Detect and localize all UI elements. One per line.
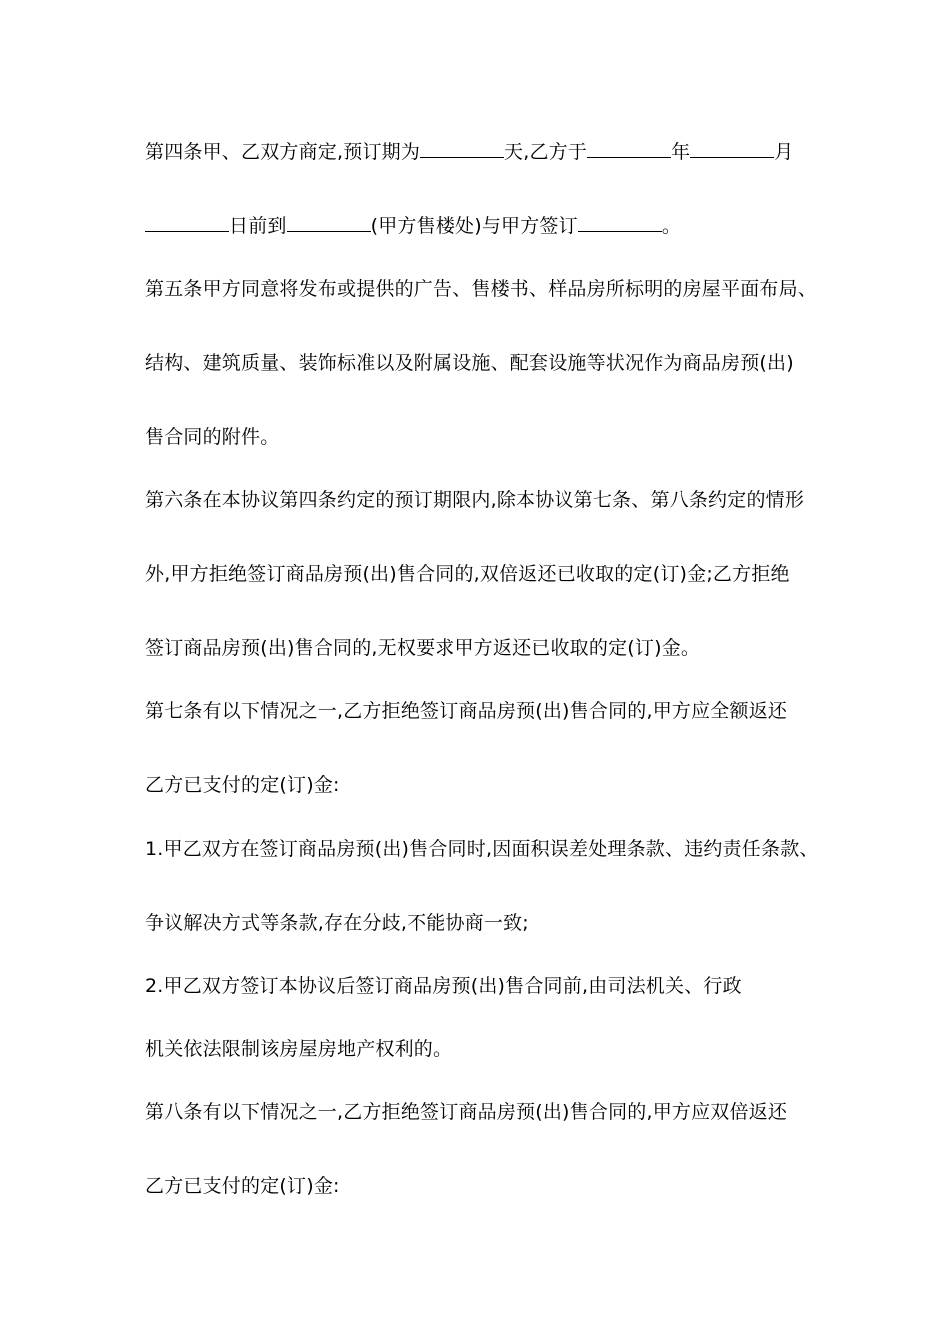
article-7-line-2: 乙方已支付的定(订)金: [145, 774, 340, 796]
article-5-line-1: 第五条甲方同意将发布或提供的广告、售楼书、样品房所标明的房屋平面布局、 [145, 278, 818, 300]
article-4-text: 第四条甲、乙双方商定,预订期为 [145, 141, 421, 163]
article-8-line-2: 乙方已支付的定(订)金: [145, 1175, 340, 1197]
article-7-line-1: 第七条有以下情况之一,乙方拒绝签订商品房预(出)售合同的,甲方应全额返还 [145, 700, 788, 722]
article-7-item-1-line-1: 1.甲乙双方在签订商品房预(出)售合同时,因面积误差处理条款、违约责任条款、 [145, 838, 819, 860]
article-7-item-2-line-1: 2.甲乙双方签订本协议后签订商品房预(出)售合同前,由司法机关、行政 [145, 975, 742, 997]
article-4-text: 天,乙方于 [504, 141, 588, 163]
blank-day [145, 213, 229, 232]
blank-days [420, 139, 504, 158]
article-7-item-2-line-2: 机关依法限制该房屋房地产权利的。 [145, 1038, 453, 1060]
article-4-text: 日前到 [229, 215, 287, 237]
article-6-line-3: 签订商品房预(出)售合同的,无权要求甲方返还已收取的定(订)金。 [145, 637, 701, 659]
blank-location [287, 213, 371, 232]
article-4-line-1 [145, 139, 794, 164]
blank-month [690, 139, 774, 158]
article-4-line-2 [145, 213, 681, 238]
article-4-text: 年 [671, 141, 691, 163]
article-5-line-3: 售合同的附件。 [145, 426, 280, 448]
article-4-text: (甲方售楼处)与甲方签订 [370, 215, 578, 237]
article-4-text: 月 [774, 141, 794, 163]
blank-contract [578, 213, 662, 232]
article-5-line-2: 结构、建筑质量、装饰标准以及附属设施、配套设施等状况作为商品房预(出) [145, 352, 794, 374]
article-8-line-1: 第八条有以下情况之一,乙方拒绝签订商品房预(出)售合同的,甲方应双倍返还 [145, 1101, 788, 1123]
article-6-line-1: 第六条在本协议第四条约定的预订期限内,除本协议第七条、第八条约定的情形 [145, 489, 805, 511]
article-4-text: 。 [661, 215, 682, 237]
blank-year [587, 139, 671, 158]
article-7-item-1-line-2: 争议解决方式等条款,存在分歧,不能协商一致; [145, 912, 529, 934]
article-6-line-2: 外,甲方拒绝签订商品房预(出)售合同的,双倍返还已收取的定(订)金;乙方拒绝 [145, 563, 790, 585]
